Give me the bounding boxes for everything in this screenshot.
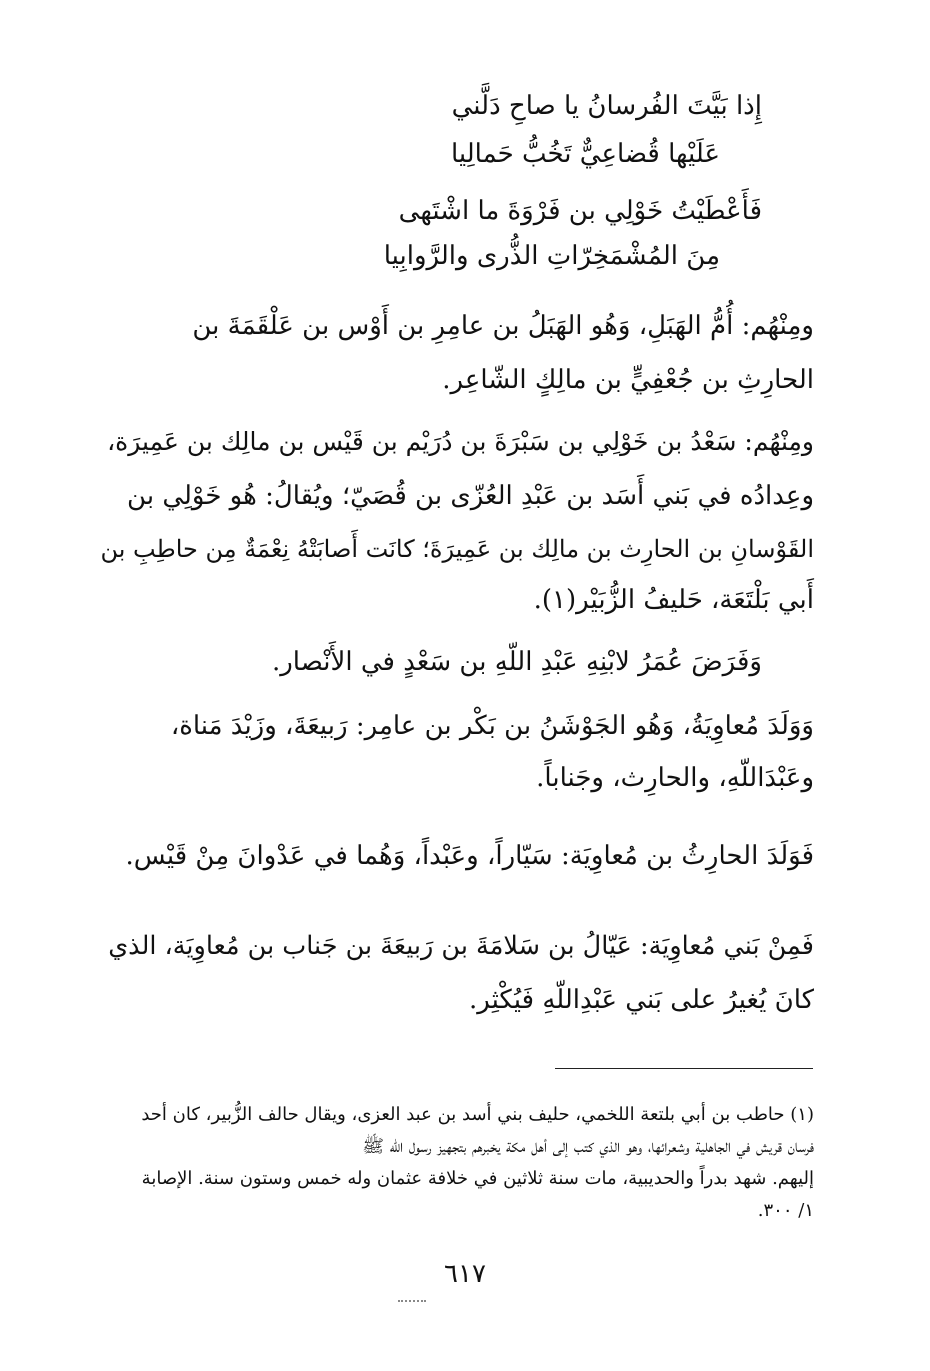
poem-line-3: فَأَعْطَيْتُ خَوْلِي بن فَرْوَةَ ما اشْتَهى xyxy=(398,196,762,226)
footnote-line: ١/ ٣٠٠. xyxy=(757,1200,814,1221)
text-line: وَوَلَدَ مُعاوِيَةُ، وَهُو الجَوْشَنُ بن بَكْر بن عامِر: رَبيعَةَ، وزَيْدَ مَناة، xyxy=(170,711,814,741)
footnote-line: فرسان قريش في الجاهلية وشعرائها، وهو الذي كتب إلى أهل مكة يخبرهم بتجهيز رسول الله ﷺ xyxy=(362,1136,814,1157)
text-line: وعِدادُه في بَني أَسَد بن عَبْدِ العُزّى بن قُصَيّ؛ ويُقالُ: هُو خَوْلِي بن xyxy=(127,481,814,511)
text-line: ومِنْهُم: سَعْدُ بن خَوْلِي بن سَبْرَةَ بن دُرَيْم بن قَيْس بن مالِك بن عَمِيرَة، xyxy=(107,427,814,456)
text-line: الحارِثِ بن جُعْفِيٍّ بن مالِكٍ الشّاعِر. xyxy=(442,365,814,395)
text-line: القَوْسانِ بن الحارِث بن مالِك بن عَمِيرَةَ؛ كانَت أَصابَتْهُ نِعْمَةٌ مِن حاطِبِ بن xyxy=(100,535,814,563)
text-line: فَمِنْ بَني مُعاوِيَة: عَيّالُ بن سَلامَةَ بن رَبيعَةَ بن جَناب بن مُعاوِيَة، الذي xyxy=(108,931,814,961)
poem-line-4: مِنَ المُشْمَخِرّاتِ الذُّرى والرَّوابِيا xyxy=(383,241,720,271)
footnote-line: إليهم. شهد بدراً والحديبية، مات سنة ثلاثين في خلافة عثمان وله خمس وستون سنة. الإصابة xyxy=(141,1168,814,1189)
text-line: كانَ يُغيرُ على بَني عَبْدِاللّهِ فَيُكْثِر. xyxy=(468,985,814,1015)
text-line: ومِنْهُم: أُمُّ الهَبَلِ، وَهُو الهَبَلُ بن عامِرِ بن أَوْس بن عَلْقَمَةَ بن xyxy=(192,311,814,341)
poem-line-1: إِذا بَيَّتَ الفُرسانُ يا صاحِ دَلَّني xyxy=(451,91,762,121)
poem-line-2: عَلَيْها قُضاعِيٌّ تَخُبُّ حَمالِيا xyxy=(450,139,720,169)
page-number: ٦١٧ xyxy=(444,1259,486,1289)
footnote-separator xyxy=(555,1068,813,1069)
text-line: وَفَرَضَ عُمَرُ لابْنِهِ عَبْدِ اللّهِ بن سَعْدٍ في الأَنْصار. xyxy=(271,647,762,677)
footnote-line: (١) حاطب بن أبي بلتعة اللخمي، حليف بني أسد بن عبد العزى، ويقال حالف الزُّبير، كان أحد xyxy=(141,1104,814,1125)
text-line: فَوَلَدَ الحارِثُ بن مُعاوِيَة: سَيّاراً، وعَبْداً، وَهُما في عَدْوانَ مِنْ قَيْس. xyxy=(125,841,814,871)
scan-speck-divider xyxy=(398,1300,426,1302)
text-line: وعَبْدَاللّهِ، والحارِث، وجَناباً. xyxy=(536,763,814,793)
text-line: أَبي بَلْتَعَة، حَليفُ الزُّبَيْر(١). xyxy=(533,585,814,615)
